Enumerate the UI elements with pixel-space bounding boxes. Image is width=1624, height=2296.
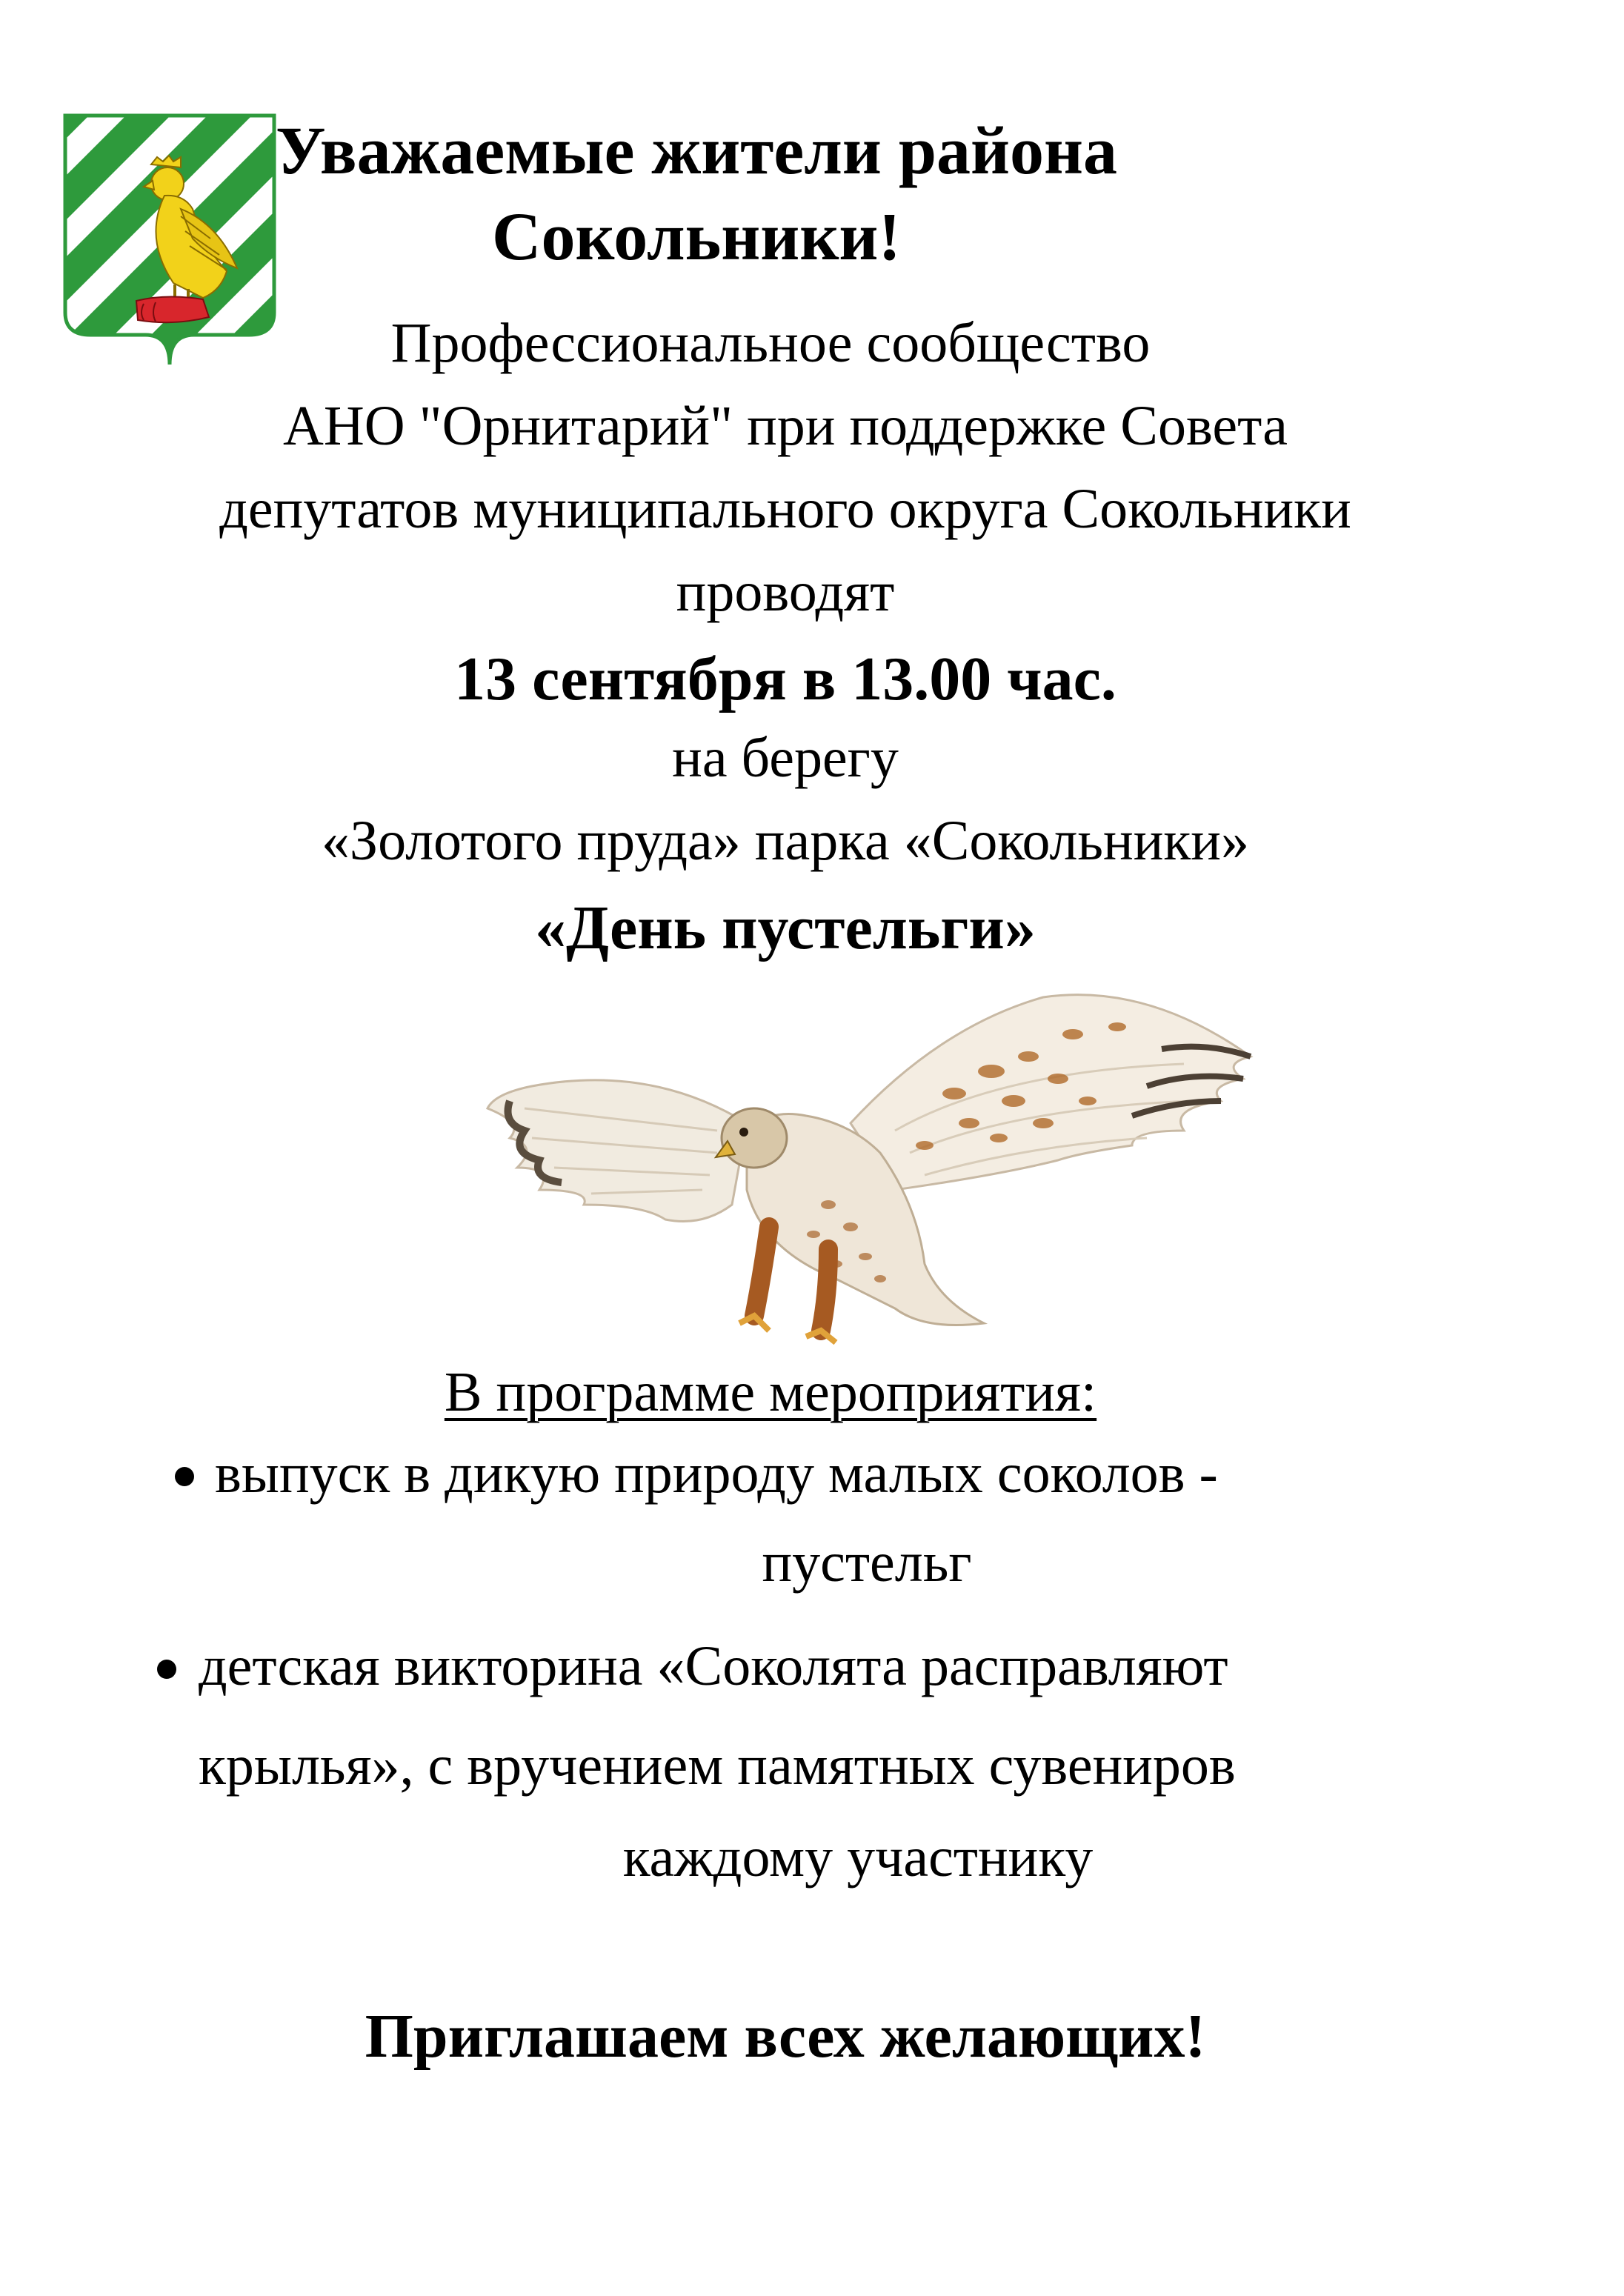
program-item-2-line-1: детская викторина «Соколята расправляют (199, 1635, 1228, 1697)
program-item-1-line-1: выпуск в дикую природу малых соколов - (215, 1443, 1218, 1505)
program-heading: В программе мероприятия: (444, 1361, 1097, 1423)
program-item-2-line-2: крылья», с вручением памятных сувениров (199, 1734, 1236, 1797)
intro-line-3: депутатов муниципального округа Сокольники (219, 478, 1351, 540)
intro-line-1: Профессиональное сообщество (390, 312, 1151, 374)
invitation-text: Приглашаем всех желающих! (365, 2002, 1206, 2071)
program-item-1-line-2: пустельг (762, 1531, 972, 1594)
event-place-line-1: на берегу (672, 727, 899, 789)
bullet-icon (175, 1467, 194, 1486)
intro-line-4: проводят (676, 561, 895, 623)
title-line-2: Сокольники! (492, 199, 901, 274)
intro-line-2: АНО "Орнитарий" при поддержке Совета (282, 395, 1288, 457)
event-name: «День пустельги» (535, 894, 1036, 962)
title-line-1: Уважаемые жители района (275, 113, 1118, 188)
program-item-2-line-3: каждому участнику (622, 1826, 1094, 1889)
falcon-illustration (480, 982, 1265, 1347)
event-place-line-2: «Золотого пруда» парка «Сокольники» (322, 810, 1249, 872)
bullet-icon (157, 1660, 176, 1679)
event-date-time: 13 сентября в 13.00 час. (454, 645, 1116, 713)
